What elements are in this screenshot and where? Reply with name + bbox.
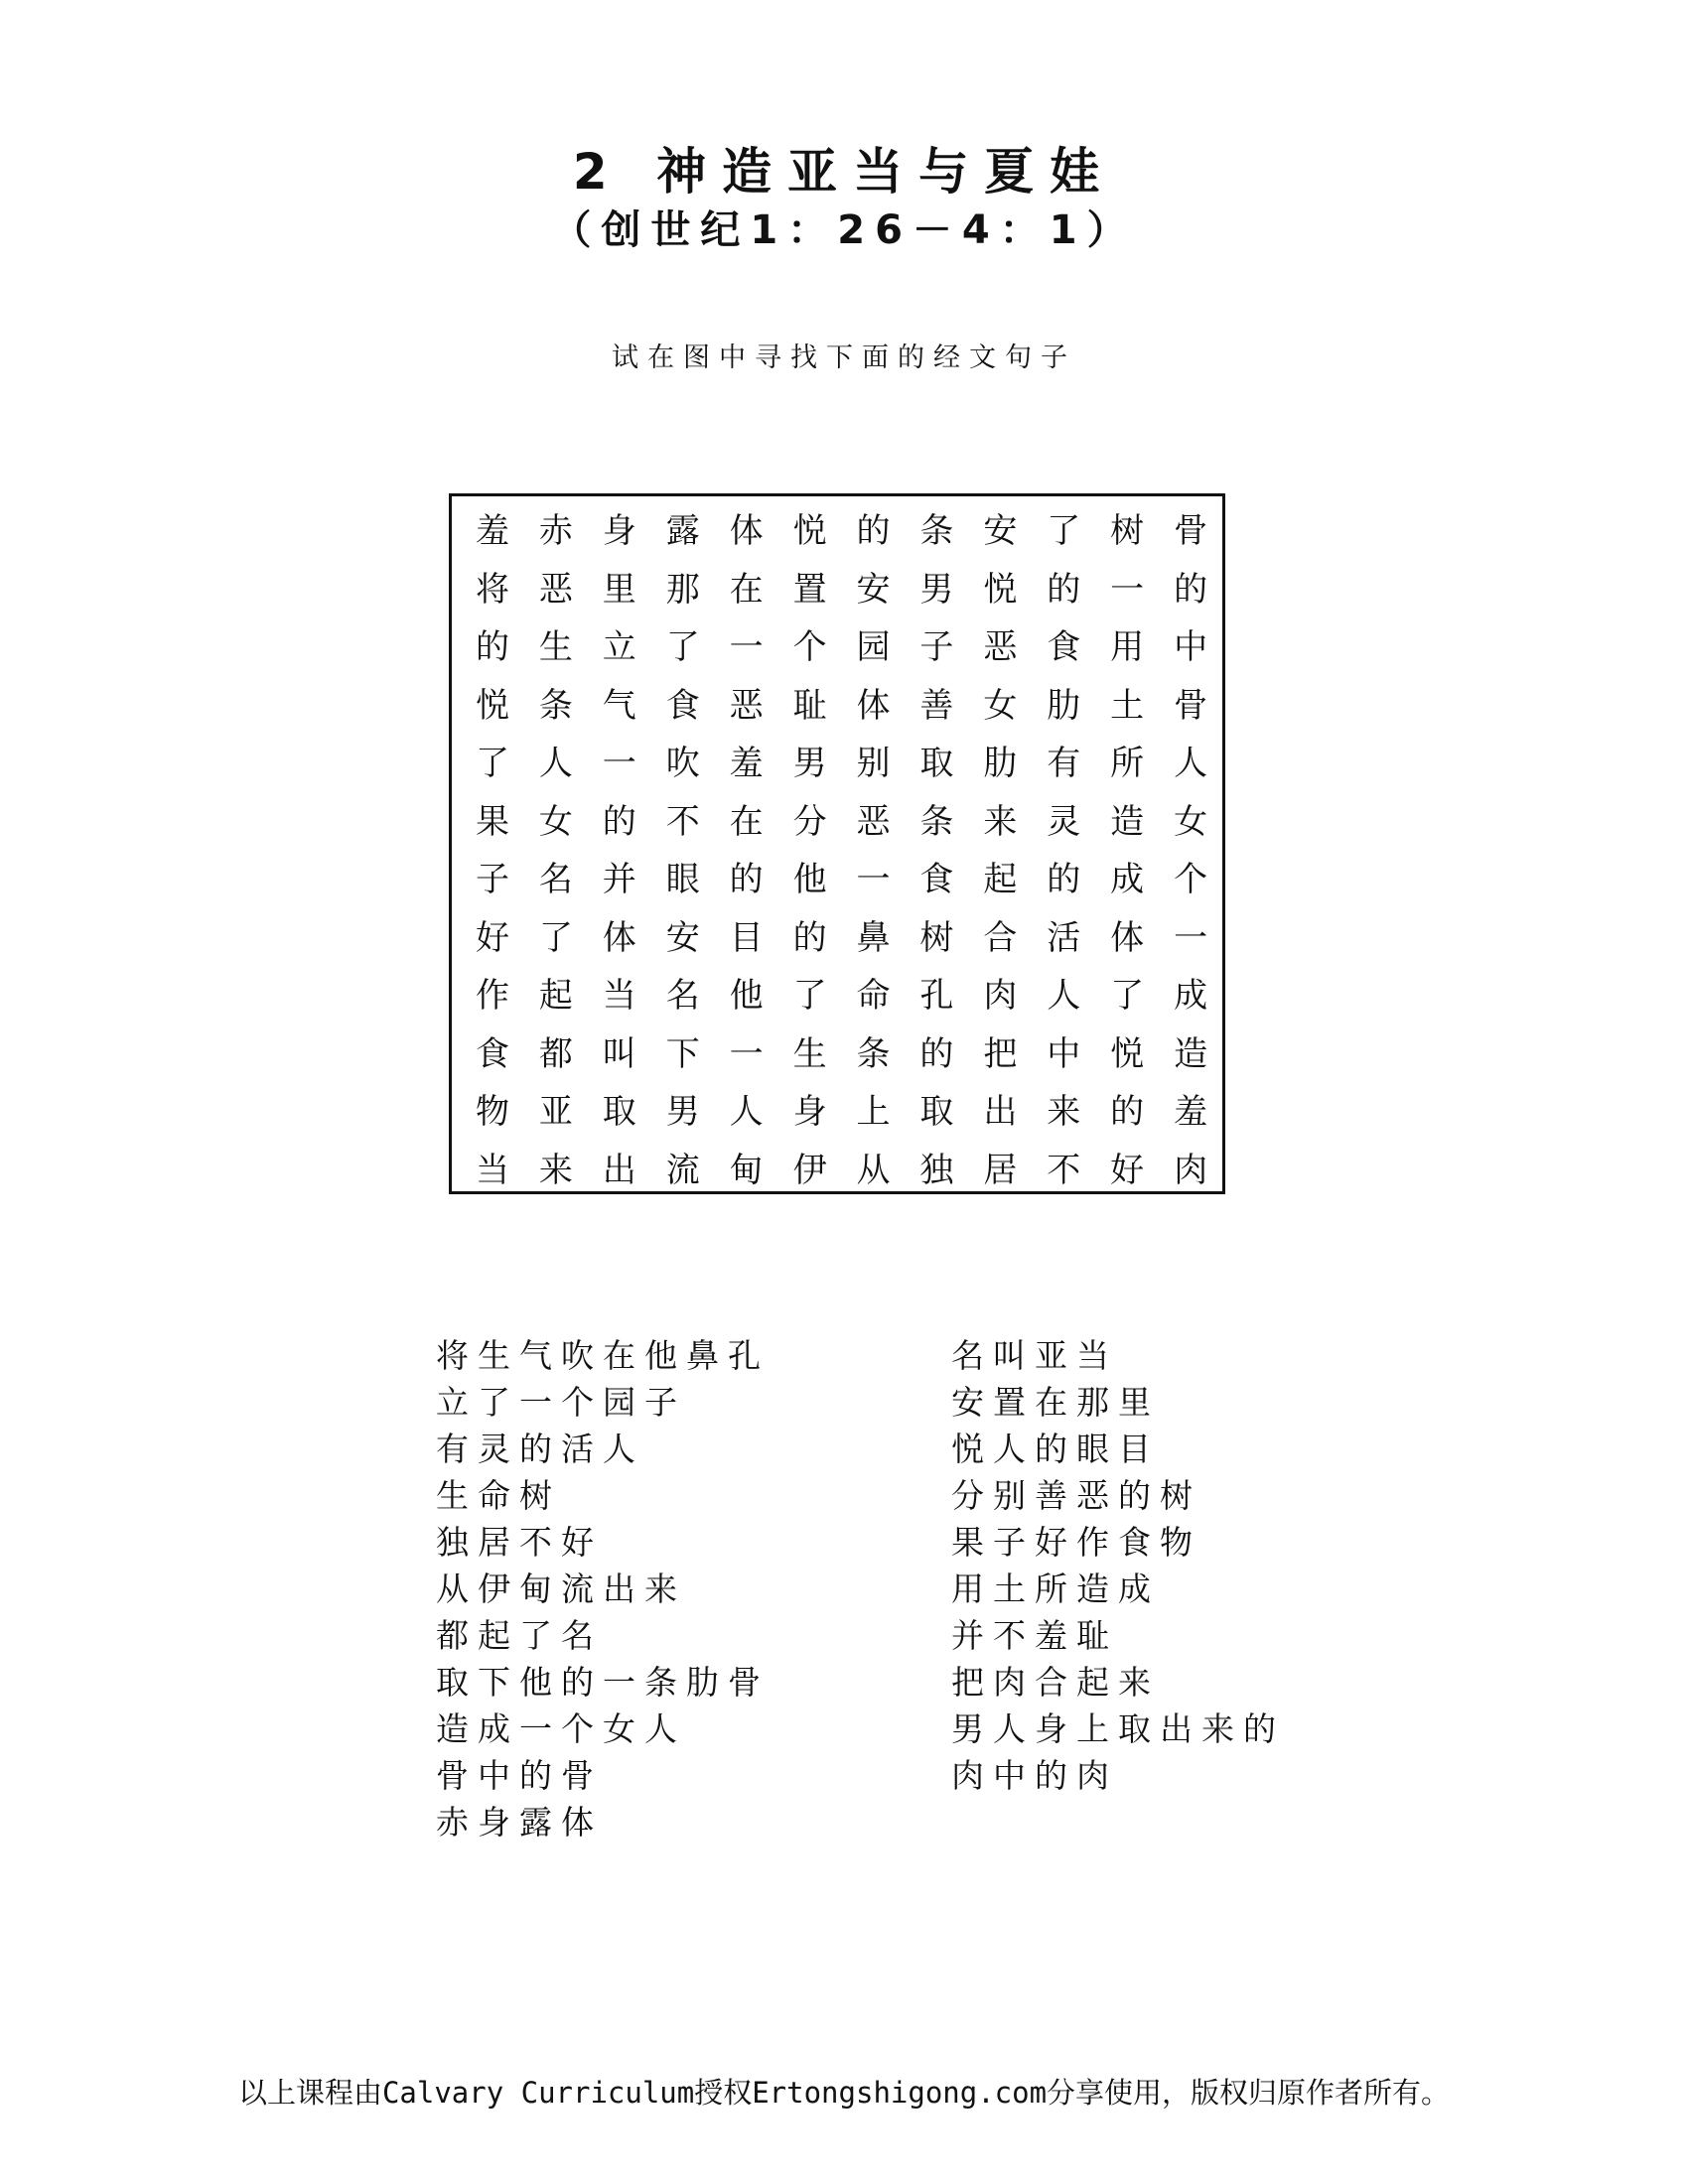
grid-cell[interactable]: 人	[538, 744, 573, 784]
grid-cell[interactable]: 的	[919, 1033, 954, 1074]
grid-cell[interactable]: 土	[1110, 685, 1145, 726]
grid-cell[interactable]: 将	[475, 569, 509, 610]
grid-cell[interactable]: 命	[856, 976, 891, 1017]
word-list-item: 从伊甸流出来	[436, 1570, 686, 1608]
word-list-item: 果子好作食物	[951, 1523, 1201, 1562]
grid-cell[interactable]: 立	[602, 627, 636, 668]
grid-cell[interactable]: 在	[729, 569, 764, 610]
grid-cell[interactable]: 了	[538, 917, 573, 958]
grid-cell[interactable]: 条	[538, 685, 573, 726]
grid-cell[interactable]: 来	[1047, 1092, 1081, 1133]
grid-cell[interactable]: 好	[1110, 1150, 1145, 1190]
grid-cell[interactable]: 里	[602, 569, 636, 610]
grid-cell[interactable]: 善	[919, 685, 954, 726]
grid-cell[interactable]: 气	[602, 685, 636, 726]
grid-cell[interactable]: 上	[856, 1092, 891, 1133]
grid-cell[interactable]: 成	[1110, 860, 1145, 900]
grid-cell[interactable]: 条	[919, 511, 954, 552]
grid-cell[interactable]: 取	[919, 744, 954, 784]
grid-cell[interactable]: 女	[1174, 801, 1208, 842]
grid-cell[interactable]: 那	[665, 569, 700, 610]
grid-cell[interactable]: 骨	[1174, 511, 1208, 552]
grid-cell[interactable]: 一	[729, 1033, 764, 1074]
grid-cell[interactable]: 用	[1110, 627, 1145, 668]
instruction-text: 试在图中寻找下面的经文句子	[612, 342, 1076, 373]
word-list-item: 肉中的肉	[951, 1756, 1118, 1795]
grid-row	[452, 561, 1222, 619]
grid-cell[interactable]: 中	[1174, 627, 1208, 668]
copyright-footer: 以上课程由Calvary Curriculum授权Ertongshigong.com分享使用，版权归原作者所有。	[237, 2076, 1451, 2110]
grid-cell[interactable]: 一	[1174, 917, 1208, 958]
grid-cell[interactable]: 当	[602, 976, 636, 1017]
grid-cell[interactable]: 别	[856, 744, 891, 784]
grid-cell[interactable]: 他	[729, 976, 764, 1017]
grid-cell[interactable]: 生	[538, 627, 573, 668]
grid-cell[interactable]: 了	[475, 744, 509, 784]
grid-cell[interactable]: 了	[1047, 511, 1081, 552]
grid-cell[interactable]: 的	[1047, 860, 1081, 900]
grid-cell[interactable]: 一	[856, 860, 891, 900]
page-title: 2 神造亚当与夏娃	[572, 143, 1116, 201]
word-list-item: 都起了名	[436, 1616, 603, 1655]
grid-cell[interactable]: 肋	[1047, 685, 1081, 726]
grid-cell[interactable]: 人	[1047, 976, 1081, 1017]
grid-cell[interactable]: 耻	[792, 685, 827, 726]
grid-cell[interactable]: 灵	[1047, 801, 1081, 842]
grid-cell[interactable]: 生	[792, 1033, 827, 1074]
grid-cell[interactable]: 食	[665, 685, 700, 726]
grid-cell[interactable]: 条	[856, 1033, 891, 1074]
grid-cell[interactable]: 果	[475, 801, 509, 842]
grid-cell[interactable]: 造	[1110, 801, 1145, 842]
grid-row	[452, 793, 1222, 852]
grid-cell[interactable]: 出	[602, 1150, 636, 1190]
grid-cell[interactable]: 下	[665, 1033, 700, 1074]
grid-cell[interactable]: 肋	[983, 744, 1018, 784]
grid-cell[interactable]: 在	[729, 801, 764, 842]
grid-cell[interactable]: 一	[602, 744, 636, 784]
grid-cell[interactable]: 叫	[602, 1033, 636, 1074]
grid-cell[interactable]: 子	[475, 860, 509, 900]
grid-cell[interactable]: 作	[475, 976, 509, 1017]
word-list-left	[436, 1332, 770, 1845]
grid-cell[interactable]: 取	[602, 1092, 636, 1133]
grid-cell[interactable]: 男	[919, 569, 954, 610]
grid-cell[interactable]: 一	[729, 627, 764, 668]
word-list-item: 造成一个女人	[436, 1709, 686, 1748]
grid-cell[interactable]: 了	[1110, 976, 1145, 1017]
word-list-item: 有灵的活人	[436, 1430, 644, 1468]
grid-cell[interactable]: 恶	[983, 627, 1018, 668]
grid-cell[interactable]: 赤	[538, 511, 573, 552]
grid-cell[interactable]: 的	[475, 627, 509, 668]
grid-cell[interactable]: 吹	[665, 744, 700, 784]
word-list-item: 独居不好	[436, 1523, 603, 1562]
grid-cell[interactable]: 露	[665, 511, 700, 552]
word-list-item: 立了一个园子	[436, 1383, 686, 1422]
grid-cell[interactable]: 他	[792, 860, 827, 900]
grid-cell[interactable]: 所	[1110, 744, 1145, 784]
grid-cell[interactable]: 悦	[792, 511, 827, 552]
grid-cell[interactable]: 条	[919, 801, 954, 842]
grid-cell[interactable]: 的	[1174, 569, 1208, 610]
grid-cell[interactable]: 名	[538, 860, 573, 900]
grid-cell[interactable]: 独	[919, 1150, 954, 1190]
grid-row	[452, 909, 1222, 968]
grid-cell[interactable]: 活	[1047, 917, 1081, 958]
grid-cell[interactable]: 子	[919, 627, 954, 668]
grid-cell[interactable]: 当	[475, 1150, 509, 1190]
grid-cell[interactable]: 女	[538, 801, 573, 842]
grid-cell[interactable]: 都	[538, 1033, 573, 1074]
grid-cell[interactable]: 起	[983, 860, 1018, 900]
word-list-item: 名叫亚当	[951, 1336, 1118, 1375]
word-list-item: 男人身上取出来的	[951, 1709, 1285, 1748]
grid-cell[interactable]: 个	[1174, 860, 1208, 900]
grid-cell[interactable]: 个	[792, 627, 827, 668]
grid-cell[interactable]: 出	[983, 1092, 1018, 1133]
grid-cell[interactable]: 悦	[1110, 1033, 1145, 1074]
grid-cell[interactable]: 人	[729, 1092, 764, 1133]
grid-cell[interactable]: 中	[1047, 1033, 1081, 1074]
grid-cell[interactable]: 起	[538, 976, 573, 1017]
word-list-item: 将生气吹在他鼻孔	[436, 1336, 770, 1375]
grid-cell[interactable]: 的	[1047, 569, 1081, 610]
word-list-item: 生命树	[436, 1476, 561, 1515]
grid-cell[interactable]: 恶	[856, 801, 891, 842]
grid-cell[interactable]: 安	[665, 917, 700, 958]
grid-cell[interactable]: 置	[792, 569, 827, 610]
word-list-item: 用土所造成	[951, 1570, 1160, 1608]
word-list-item: 悦人的眼目	[951, 1430, 1160, 1468]
grid-cell[interactable]: 从	[856, 1150, 891, 1190]
grid-cell[interactable]: 物	[475, 1092, 509, 1133]
grid-cell[interactable]: 身	[602, 511, 636, 552]
grid-cell[interactable]: 树	[1110, 511, 1145, 552]
grid-cell[interactable]: 肉	[983, 976, 1018, 1017]
grid-cell[interactable]: 成	[1174, 976, 1208, 1017]
grid-cell[interactable]: 女	[983, 685, 1018, 726]
grid-row	[452, 502, 1222, 561]
word-list-item: 并不羞耻	[951, 1616, 1118, 1655]
grid-row	[452, 1083, 1222, 1142]
grid-cell[interactable]: 好	[475, 917, 509, 958]
word-list-right	[951, 1332, 1285, 1799]
grid-cell[interactable]: 眼	[665, 860, 700, 900]
word-list-item: 骨中的骨	[436, 1756, 603, 1795]
grid-row	[452, 967, 1222, 1025]
grid-cell[interactable]: 身	[792, 1092, 827, 1133]
grid-cell[interactable]: 人	[1174, 744, 1208, 784]
word-list-item: 赤身露体	[436, 1803, 603, 1842]
grid-cell[interactable]: 流	[665, 1150, 700, 1190]
grid-cell[interactable]: 安	[856, 569, 891, 610]
grid-cell[interactable]: 了	[792, 976, 827, 1017]
grid-cell[interactable]: 男	[792, 744, 827, 784]
grid-row	[452, 677, 1222, 736]
scripture-reference: （创世纪1：26－4：1）	[551, 207, 1137, 253]
grid-cell[interactable]: 羞	[729, 744, 764, 784]
grid-row	[452, 1025, 1222, 1084]
grid-cell[interactable]: 的	[856, 511, 891, 552]
grid-cell[interactable]: 一	[1110, 569, 1145, 610]
grid-cell[interactable]: 的	[792, 917, 827, 958]
grid-cell[interactable]: 树	[919, 917, 954, 958]
word-list-item: 把肉合起来	[951, 1663, 1160, 1702]
grid-cell[interactable]: 的	[602, 801, 636, 842]
grid-cell[interactable]: 目	[729, 917, 764, 958]
grid-cell[interactable]: 取	[919, 1092, 954, 1133]
grid-cell[interactable]: 食	[475, 1033, 509, 1074]
grid-cell[interactable]: 恶	[538, 569, 573, 610]
grid-cell[interactable]: 甸	[729, 1150, 764, 1190]
grid-cell[interactable]: 居	[983, 1150, 1018, 1190]
grid-cell[interactable]: 的	[729, 860, 764, 900]
grid-cell[interactable]: 把	[983, 1033, 1018, 1074]
grid-row	[452, 851, 1222, 909]
grid-cell[interactable]: 分	[792, 801, 827, 842]
grid-cell[interactable]: 了	[665, 627, 700, 668]
grid-cell[interactable]: 并	[602, 860, 636, 900]
grid-cell[interactable]: 伊	[792, 1150, 827, 1190]
grid-cell[interactable]: 安	[983, 511, 1018, 552]
grid-cell[interactable]: 悦	[983, 569, 1018, 610]
grid-cell[interactable]: 体	[1110, 917, 1145, 958]
grid-cell[interactable]: 有	[1047, 744, 1081, 784]
grid-cell[interactable]: 骨	[1174, 685, 1208, 726]
grid-cell[interactable]: 羞	[475, 511, 509, 552]
grid-cell[interactable]: 园	[856, 627, 891, 668]
grid-cell[interactable]: 食	[1047, 627, 1081, 668]
grid-cell[interactable]: 合	[983, 917, 1018, 958]
word-search-grid	[449, 493, 1225, 1194]
word-list-item: 取下他的一条肋骨	[436, 1663, 770, 1702]
grid-cell[interactable]: 体	[602, 917, 636, 958]
grid-cell[interactable]: 造	[1174, 1033, 1208, 1074]
grid-row	[452, 618, 1222, 677]
grid-cell[interactable]: 男	[665, 1092, 700, 1133]
grid-cell[interactable]: 羞	[1174, 1092, 1208, 1133]
grid-cell[interactable]: 孔	[919, 976, 954, 1017]
grid-cell[interactable]: 食	[919, 860, 954, 900]
grid-cell[interactable]: 亚	[538, 1092, 573, 1133]
grid-cell[interactable]: 恶	[729, 685, 764, 726]
word-list-item: 安置在那里	[951, 1383, 1160, 1422]
grid-cell[interactable]: 鼻	[856, 917, 891, 958]
grid-cell[interactable]: 不	[665, 801, 700, 842]
grid-cell[interactable]: 悦	[475, 685, 509, 726]
grid-cell[interactable]: 名	[665, 976, 700, 1017]
word-list-item: 分别善恶的树	[951, 1476, 1201, 1515]
grid-cell[interactable]: 的	[1110, 1092, 1145, 1133]
grid-row	[452, 735, 1222, 793]
grid-cell[interactable]: 不	[1047, 1150, 1081, 1190]
grid-cell[interactable]: 体	[729, 511, 764, 552]
grid-cell[interactable]: 体	[856, 685, 891, 726]
grid-cell[interactable]: 肉	[1174, 1150, 1208, 1190]
grid-cell[interactable]: 来	[983, 801, 1018, 842]
grid-cell[interactable]: 来	[538, 1150, 573, 1190]
grid-row	[452, 1142, 1222, 1200]
